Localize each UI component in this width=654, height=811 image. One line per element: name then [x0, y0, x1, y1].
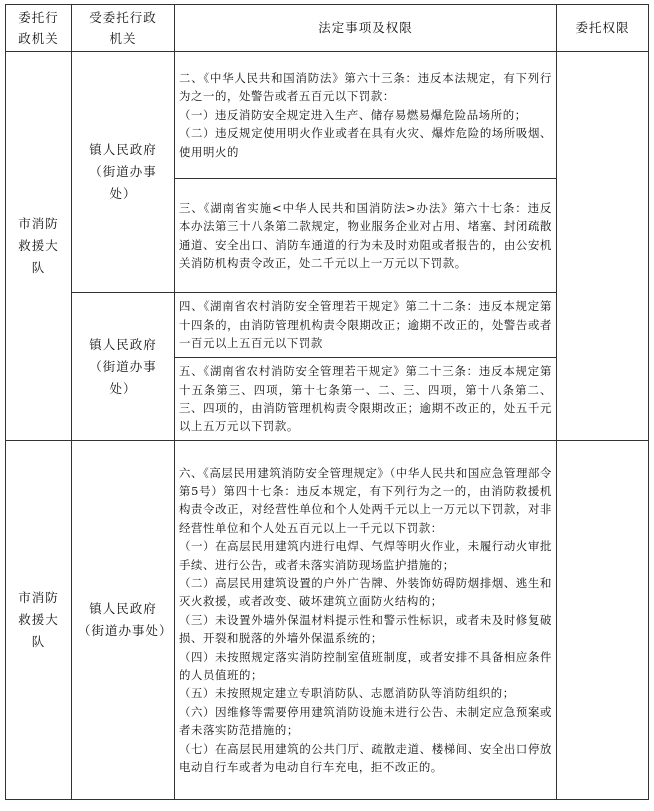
matter-text: （三）未设置外墙外保温材料提示性和警示性标识，或者未及时修复破损、开裂和脱落的外墙外保温系统的；	[179, 612, 552, 646]
matter-cell	[175, 52, 557, 179]
table-row	[6, 52, 649, 179]
header-delegator: 委托行政机关	[6, 5, 72, 52]
delegator-label: 市消防救援大队	[18, 590, 59, 649]
matter-text: （一）违反消防安全规定进入生产、储存易燃易爆危险品场所的；	[179, 107, 527, 122]
matter-text: （二）高层民用建筑设置的户外广告牌、外装饰妨碍防烟排烟、逃生和灭火救援，或者改变、破坏建筑立面防火结构的；	[179, 575, 552, 609]
header-row	[6, 5, 649, 52]
delegatee-cell	[72, 441, 175, 800]
matter-cell	[175, 441, 557, 800]
matter-text: 二、《中华人民共和国消防法》第六十三条：违反本法规定，有下列行为之一的，处警告或者五百元以下罚款：	[179, 70, 552, 104]
table-row	[6, 441, 649, 800]
matter-text: （一）在高层民用建筑内进行电焊、气焊等明火作业，未履行动火审批手续、进行公告，或者未落实消防现场监护措施的；	[179, 539, 552, 572]
delegator-label: 市消防救援大队	[18, 216, 59, 275]
delegator-cell	[6, 52, 72, 441]
matter-text: （四）未按照规定落实消防控制室值班制度，或者安排不具备相应条件的人员值班的；	[179, 649, 552, 683]
header-delegatee: 受委托行政机关	[72, 5, 175, 52]
authority-cell	[557, 52, 649, 441]
matter-cell	[175, 293, 557, 358]
table-row	[6, 293, 649, 358]
matter-text: 六、《高层民用建筑消防安全管理规定》（中华人民共和国应急管理部令第5号）第四十七条：违反本规定，有下列行为之一的，由消防救援机构责令改正，对经营性单位和个人处两千元以上一万元以下罚款，对非经营性单位和个人处五百元以上一千元以下罚款：	[179, 465, 552, 535]
delegator-cell	[6, 441, 72, 800]
matter-text: （五）未按照规定建立专职消防队、志愿消防队等消防组织的；	[179, 686, 515, 701]
delegation-table	[5, 4, 649, 800]
matter-cell	[175, 358, 557, 441]
delegatee-cell	[72, 52, 175, 293]
delegatee-label: 镇人民政府（街道办事处）	[89, 142, 157, 201]
matter-text: （二）违反规定使用明火作业或者在具有火灾、爆炸危险的场所吸烟、使用明火的	[179, 126, 552, 159]
matter-text: 四、《湖南省农村消防安全管理若干规定》第二十二条：违反本规定第十四条的，由消防管理机构责令限期改正；逾期不改正的，处警告或者一百元以上五百元以下罚款	[179, 299, 552, 351]
matter-text: （六）因维修等需要停用建筑消防设施未进行公告、未制定应急预案或者未落实防范措施的；	[179, 704, 552, 738]
delegatee-label: 镇人民政府（街道办事处）	[78, 601, 173, 638]
authority-cell	[557, 441, 649, 800]
header-matters: 法定事项及权限	[175, 5, 557, 52]
delegatee-cell	[72, 293, 175, 441]
matter-text: 五、《湖南省农村消防安全管理若干规定》第二十三条：违反本规定第十五条第三、四项，第十七条第一、二、三、四项，第十八条第二、三、四项的，由消防管理机构责令限期改正；逾期不改正的，处五千元以上五万元以下罚款。	[179, 364, 552, 434]
matter-text: （七）在高层民用建筑的公共门厅、疏散走道、楼梯间、安全出口停放电动自行车或者为电动自行车充电，拒不改正的。	[179, 741, 552, 775]
matter-cell	[175, 179, 557, 293]
header-authority: 委托权限	[557, 5, 649, 52]
matter-text: 三、《湖南省实施<中华人民共和国消防法>办法》第六十七条：违反本办法第三十八条第二款规定，物业服务企业对占用、堵塞、封闭疏散通道、安全出口、消防车通道的行为未及时劝阻或者报告的，由公安机关消防机构责令改正，处二千元以上一万元以下罚款。	[179, 200, 552, 270]
delegatee-label: 镇人民政府（街道办事处）	[89, 336, 157, 396]
